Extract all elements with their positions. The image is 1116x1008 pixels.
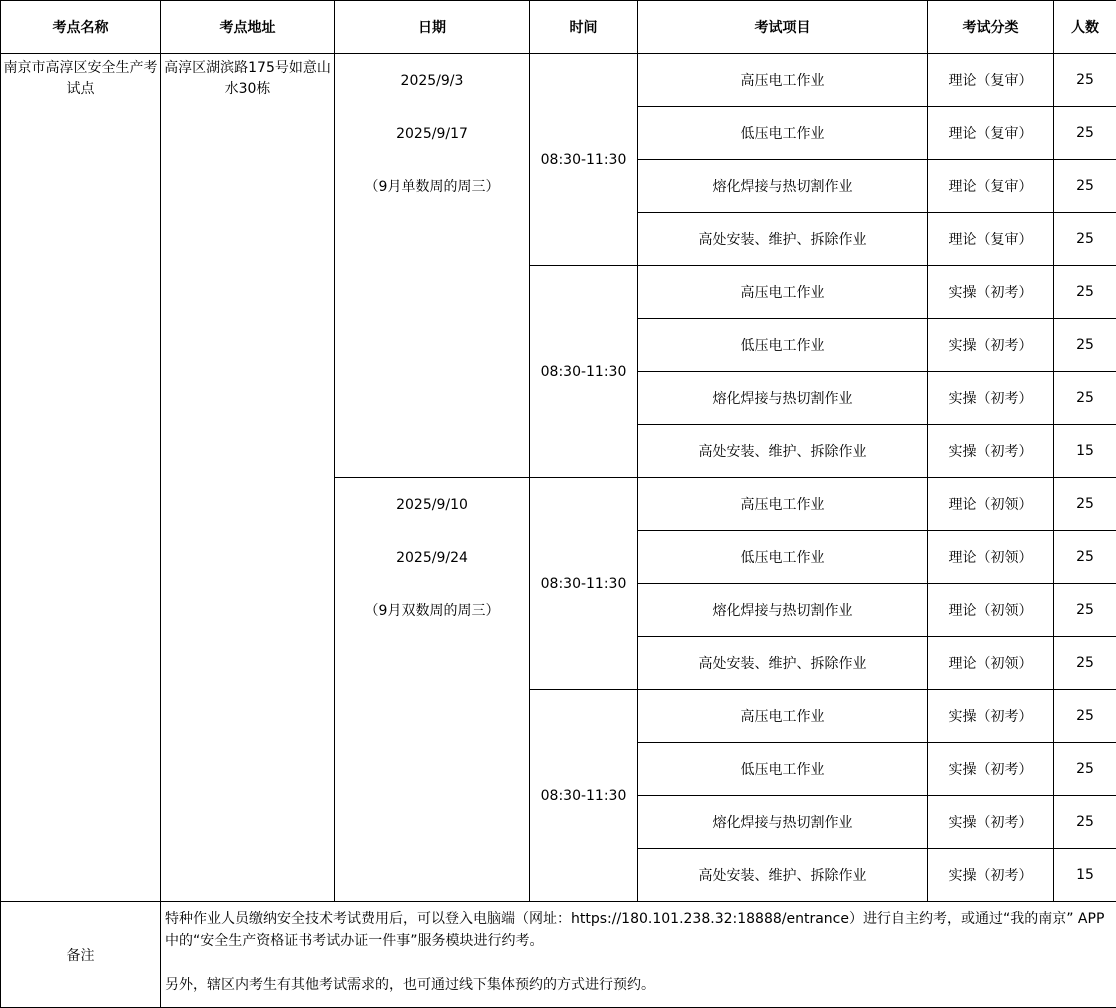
count-cell: 15 (1054, 849, 1116, 902)
exam-type-cell: 理论（复审） (928, 213, 1054, 266)
note-paragraph-1: 特种作业人员缴纳安全技术考试费用后，可以登入电脑端（网址：https://180.101.238.32:18888/entrance）进行自主约考，或通过“我的南京” APP中的“安全生产资格证书考试办证一件事”服务模块进行约考。 (165, 911, 1105, 949)
date-note: （9月单数周的周三） (364, 179, 500, 195)
time-cell: 08:30-11:30 (530, 690, 638, 902)
exam-item-cell: 高压电工作业 (638, 690, 928, 743)
count-cell: 25 (1054, 266, 1116, 319)
exam-type-cell: 实操（初考） (928, 690, 1054, 743)
date-note: （9月双数周的周三） (364, 603, 500, 619)
count-cell: 25 (1054, 637, 1116, 690)
count-cell: 25 (1054, 743, 1116, 796)
time-cell: 08:30-11:30 (530, 266, 638, 478)
count-cell: 25 (1054, 796, 1116, 849)
count-cell: 25 (1054, 54, 1116, 107)
exam-item-cell: 高压电工作业 (638, 54, 928, 107)
count-cell: 25 (1054, 213, 1116, 266)
header-count: 人数 (1054, 1, 1116, 54)
count-cell: 25 (1054, 584, 1116, 637)
count-cell: 25 (1054, 372, 1116, 425)
date-line: 2025/9/17 (396, 126, 468, 142)
exam-item-cell: 低压电工作业 (638, 107, 928, 160)
exam-type-cell: 理论（初领） (928, 478, 1054, 531)
exam-type-cell: 理论（复审） (928, 160, 1054, 213)
exam-item-cell: 高处安装、维护、拆除作业 (638, 849, 928, 902)
header-row (1, 1, 1116, 54)
time-cell: 08:30-11:30 (530, 54, 638, 266)
note-label: 备注 (1, 902, 161, 1008)
exam-type-cell: 理论（初领） (928, 531, 1054, 584)
date-group-even (335, 478, 530, 902)
exam-type-cell: 实操（初考） (928, 743, 1054, 796)
exam-type-cell: 实操（初考） (928, 319, 1054, 372)
site-name-cell: 南京市高淳区安全生产考试点 (1, 54, 161, 902)
exam-type-cell: 理论（复审） (928, 107, 1054, 160)
note-row (1, 902, 1116, 1008)
count-cell: 25 (1054, 478, 1116, 531)
note-paragraph-2: 另外，辖区内考生有其他考试需求的，也可通过线下集体预约的方式进行预约。 (165, 977, 655, 993)
exam-item-cell: 高压电工作业 (638, 266, 928, 319)
exam-item-cell: 熔化焊接与热切割作业 (638, 584, 928, 637)
count-cell: 25 (1054, 690, 1116, 743)
header-exam-item: 考试项目 (638, 1, 928, 54)
count-cell: 25 (1054, 160, 1116, 213)
count-cell: 25 (1054, 531, 1116, 584)
count-cell: 15 (1054, 425, 1116, 478)
exam-type-cell: 实操（初考） (928, 796, 1054, 849)
exam-item-cell: 熔化焊接与热切割作业 (638, 160, 928, 213)
exam-item-cell: 高压电工作业 (638, 478, 928, 531)
exam-item-cell: 低压电工作业 (638, 319, 928, 372)
exam-type-cell: 实操（初考） (928, 372, 1054, 425)
site-address-cell: 高淳区湖滨路175号如意山水30栋 (161, 54, 335, 902)
header-site-name: 考点名称 (1, 1, 161, 54)
exam-type-cell: 理论（初领） (928, 637, 1054, 690)
date-line: 2025/9/10 (396, 497, 468, 513)
note-content (161, 902, 1116, 1008)
header-time: 时间 (530, 1, 638, 54)
header-date: 日期 (335, 1, 530, 54)
exam-type-cell: 实操（初考） (928, 849, 1054, 902)
exam-type-cell: 实操（初考） (928, 425, 1054, 478)
exam-item-cell: 熔化焊接与热切割作业 (638, 796, 928, 849)
date-line: 2025/9/3 (400, 73, 464, 89)
table-row (1, 54, 1116, 107)
exam-type-cell: 实操（初考） (928, 266, 1054, 319)
exam-item-cell: 低压电工作业 (638, 531, 928, 584)
count-cell: 25 (1054, 107, 1116, 160)
exam-item-cell: 高处安装、维护、拆除作业 (638, 213, 928, 266)
exam-item-cell: 高处安装、维护、拆除作业 (638, 425, 928, 478)
exam-item-cell: 低压电工作业 (638, 743, 928, 796)
exam-type-cell: 理论（初领） (928, 584, 1054, 637)
exam-item-cell: 熔化焊接与热切割作业 (638, 372, 928, 425)
time-cell: 08:30-11:30 (530, 478, 638, 690)
date-group-odd (335, 54, 530, 478)
exam-item-cell: 高处安装、维护、拆除作业 (638, 637, 928, 690)
date-line: 2025/9/24 (396, 550, 468, 566)
exam-type-cell: 理论（复审） (928, 54, 1054, 107)
header-site-address: 考点地址 (161, 1, 335, 54)
header-exam-type: 考试分类 (928, 1, 1054, 54)
count-cell: 25 (1054, 319, 1116, 372)
